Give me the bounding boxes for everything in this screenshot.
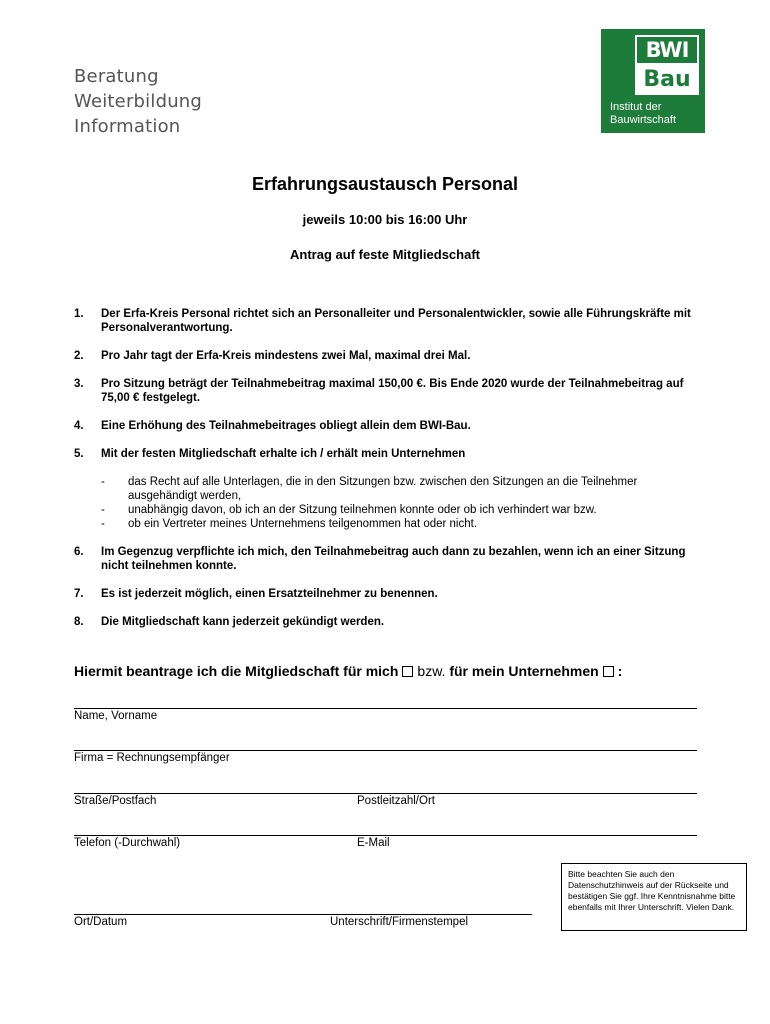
application-text: Hiermit beantrage ich die Mitgliedschaft für mich — [74, 663, 399, 679]
item-number: 6. — [74, 546, 84, 558]
dash-marker: - — [101, 476, 105, 488]
item-number: 3. — [74, 378, 84, 390]
application-colon: : — [617, 663, 623, 679]
tagline-line: Information — [74, 116, 181, 137]
firma-label: Firma = Rechnungsempfänger — [74, 752, 230, 764]
list-item — [74, 615, 694, 629]
item-number: 8. — [74, 616, 84, 628]
ort-datum-label: Ort/Datum — [74, 916, 128, 928]
page-title: Erfahrungsaustausch Personal — [251, 174, 519, 194]
dash-marker: - — [101, 518, 105, 530]
subtitle-request: Antrag auf feste Mitgliedschaft — [290, 247, 480, 262]
firma-field[interactable] — [74, 750, 697, 751]
item-text: Es ist jederzeit möglich, einen Ersatzteilnehmer zu benennen. — [101, 588, 438, 600]
contact-field[interactable] — [74, 835, 697, 836]
item-number: 4. — [74, 420, 84, 432]
logo-bau: Bau — [635, 65, 699, 95]
checkbox-self[interactable] — [402, 666, 413, 677]
list-item — [74, 307, 694, 335]
list-item — [74, 587, 694, 601]
list-item — [74, 447, 694, 461]
strasse-label: Straße/Postfach — [74, 795, 157, 807]
subtitle-time: jeweils 10:00 bis 16:00 Uhr — [302, 212, 468, 227]
tagline-line: Weiterbildung — [74, 91, 203, 112]
dash-marker: - — [101, 504, 105, 516]
sub-list-item — [101, 475, 701, 503]
item-number: 1. — [74, 308, 84, 320]
name-label: Name, Vorname — [74, 710, 158, 722]
checkbox-company[interactable] — [603, 666, 614, 677]
bwi-bau-logo — [601, 29, 705, 133]
sub-item-text: unabhängig davon, ob ich an der Sitzung teilnehmen konnte oder ob ich verhindert war bzw. — [128, 504, 597, 516]
unterschrift-label: Unterschrift/Firmenstempel — [330, 916, 469, 928]
tagline — [74, 64, 202, 139]
item-text: Pro Sitzung beträgt der Teilnahmebeitrag maximal 150,00 €. Bis Ende 2020 wurde der Teilnahmebeitrag auf 75,00 € festgelegt. — [101, 378, 684, 404]
list-item — [74, 545, 694, 573]
item-number: 7. — [74, 588, 84, 600]
signature-field[interactable] — [74, 914, 532, 915]
item-text: Mit der festen Mitgliedschaft erhalte ich / erhält mein Unternehmen — [101, 448, 466, 460]
sub-item-text: ob ein Vertreter meines Unternehmens teilgenommen hat oder nicht. — [128, 518, 478, 530]
item-text: Der Erfa-Kreis Personal richtet sich an Personalleiter und Personalentwickler, sowie alle Führungskräfte mit Personalverantwortung. — [101, 308, 691, 334]
application-statement — [74, 663, 622, 679]
sub-list-item — [101, 517, 701, 531]
item-text: Die Mitgliedschaft kann jederzeit gekündigt werden. — [101, 616, 385, 628]
item-text: Eine Erhöhung des Teilnahmebeitrages obliegt allein dem BWI-Bau. — [101, 420, 471, 432]
address-field[interactable] — [74, 793, 697, 794]
sub-list-item — [101, 503, 701, 517]
email-label: E-Mail — [357, 837, 390, 849]
application-text: bzw. — [417, 663, 446, 679]
tagline-line: Beratung — [74, 66, 159, 87]
plz-label: Postleitzahl/Ort — [357, 795, 435, 807]
list-item — [74, 419, 694, 433]
sub-item-text: das Recht auf alle Unterlagen, die in den Sitzungen bzw. zwischen den Sitzungen an die Teilnehmer ausgehändigt werden, — [128, 476, 638, 502]
logo-institute: Institut der Bauwirtschaft — [610, 101, 677, 126]
item-text: Pro Jahr tagt der Erfa-Kreis mindestens zwei Mal, maximal drei Mal. — [101, 350, 471, 362]
list-item — [74, 377, 694, 405]
item-number: 2. — [74, 350, 84, 362]
application-text: für mein Unternehmen — [449, 663, 599, 679]
name-field[interactable] — [74, 708, 697, 709]
privacy-notice: Bitte beachten Sie auch den Datenschutzhinweis auf der Rückseite und bestätigen Sie ggf. Ihre Kenntnisnahme bitte ebenfalls mit Ihrer Unterschrift. Vielen Dank. — [561, 863, 747, 931]
logo-bwi: BWI — [635, 35, 699, 65]
telefon-label: Telefon (-Durchwahl) — [74, 837, 181, 849]
list-item — [74, 349, 694, 363]
item-text: Im Gegenzug verpflichte ich mich, den Teilnahmebeitrag auch dann zu bezahlen, wenn ich an einer Sitzung nicht teilnehmen konnte. — [101, 546, 686, 572]
item-number: 5. — [74, 448, 84, 460]
